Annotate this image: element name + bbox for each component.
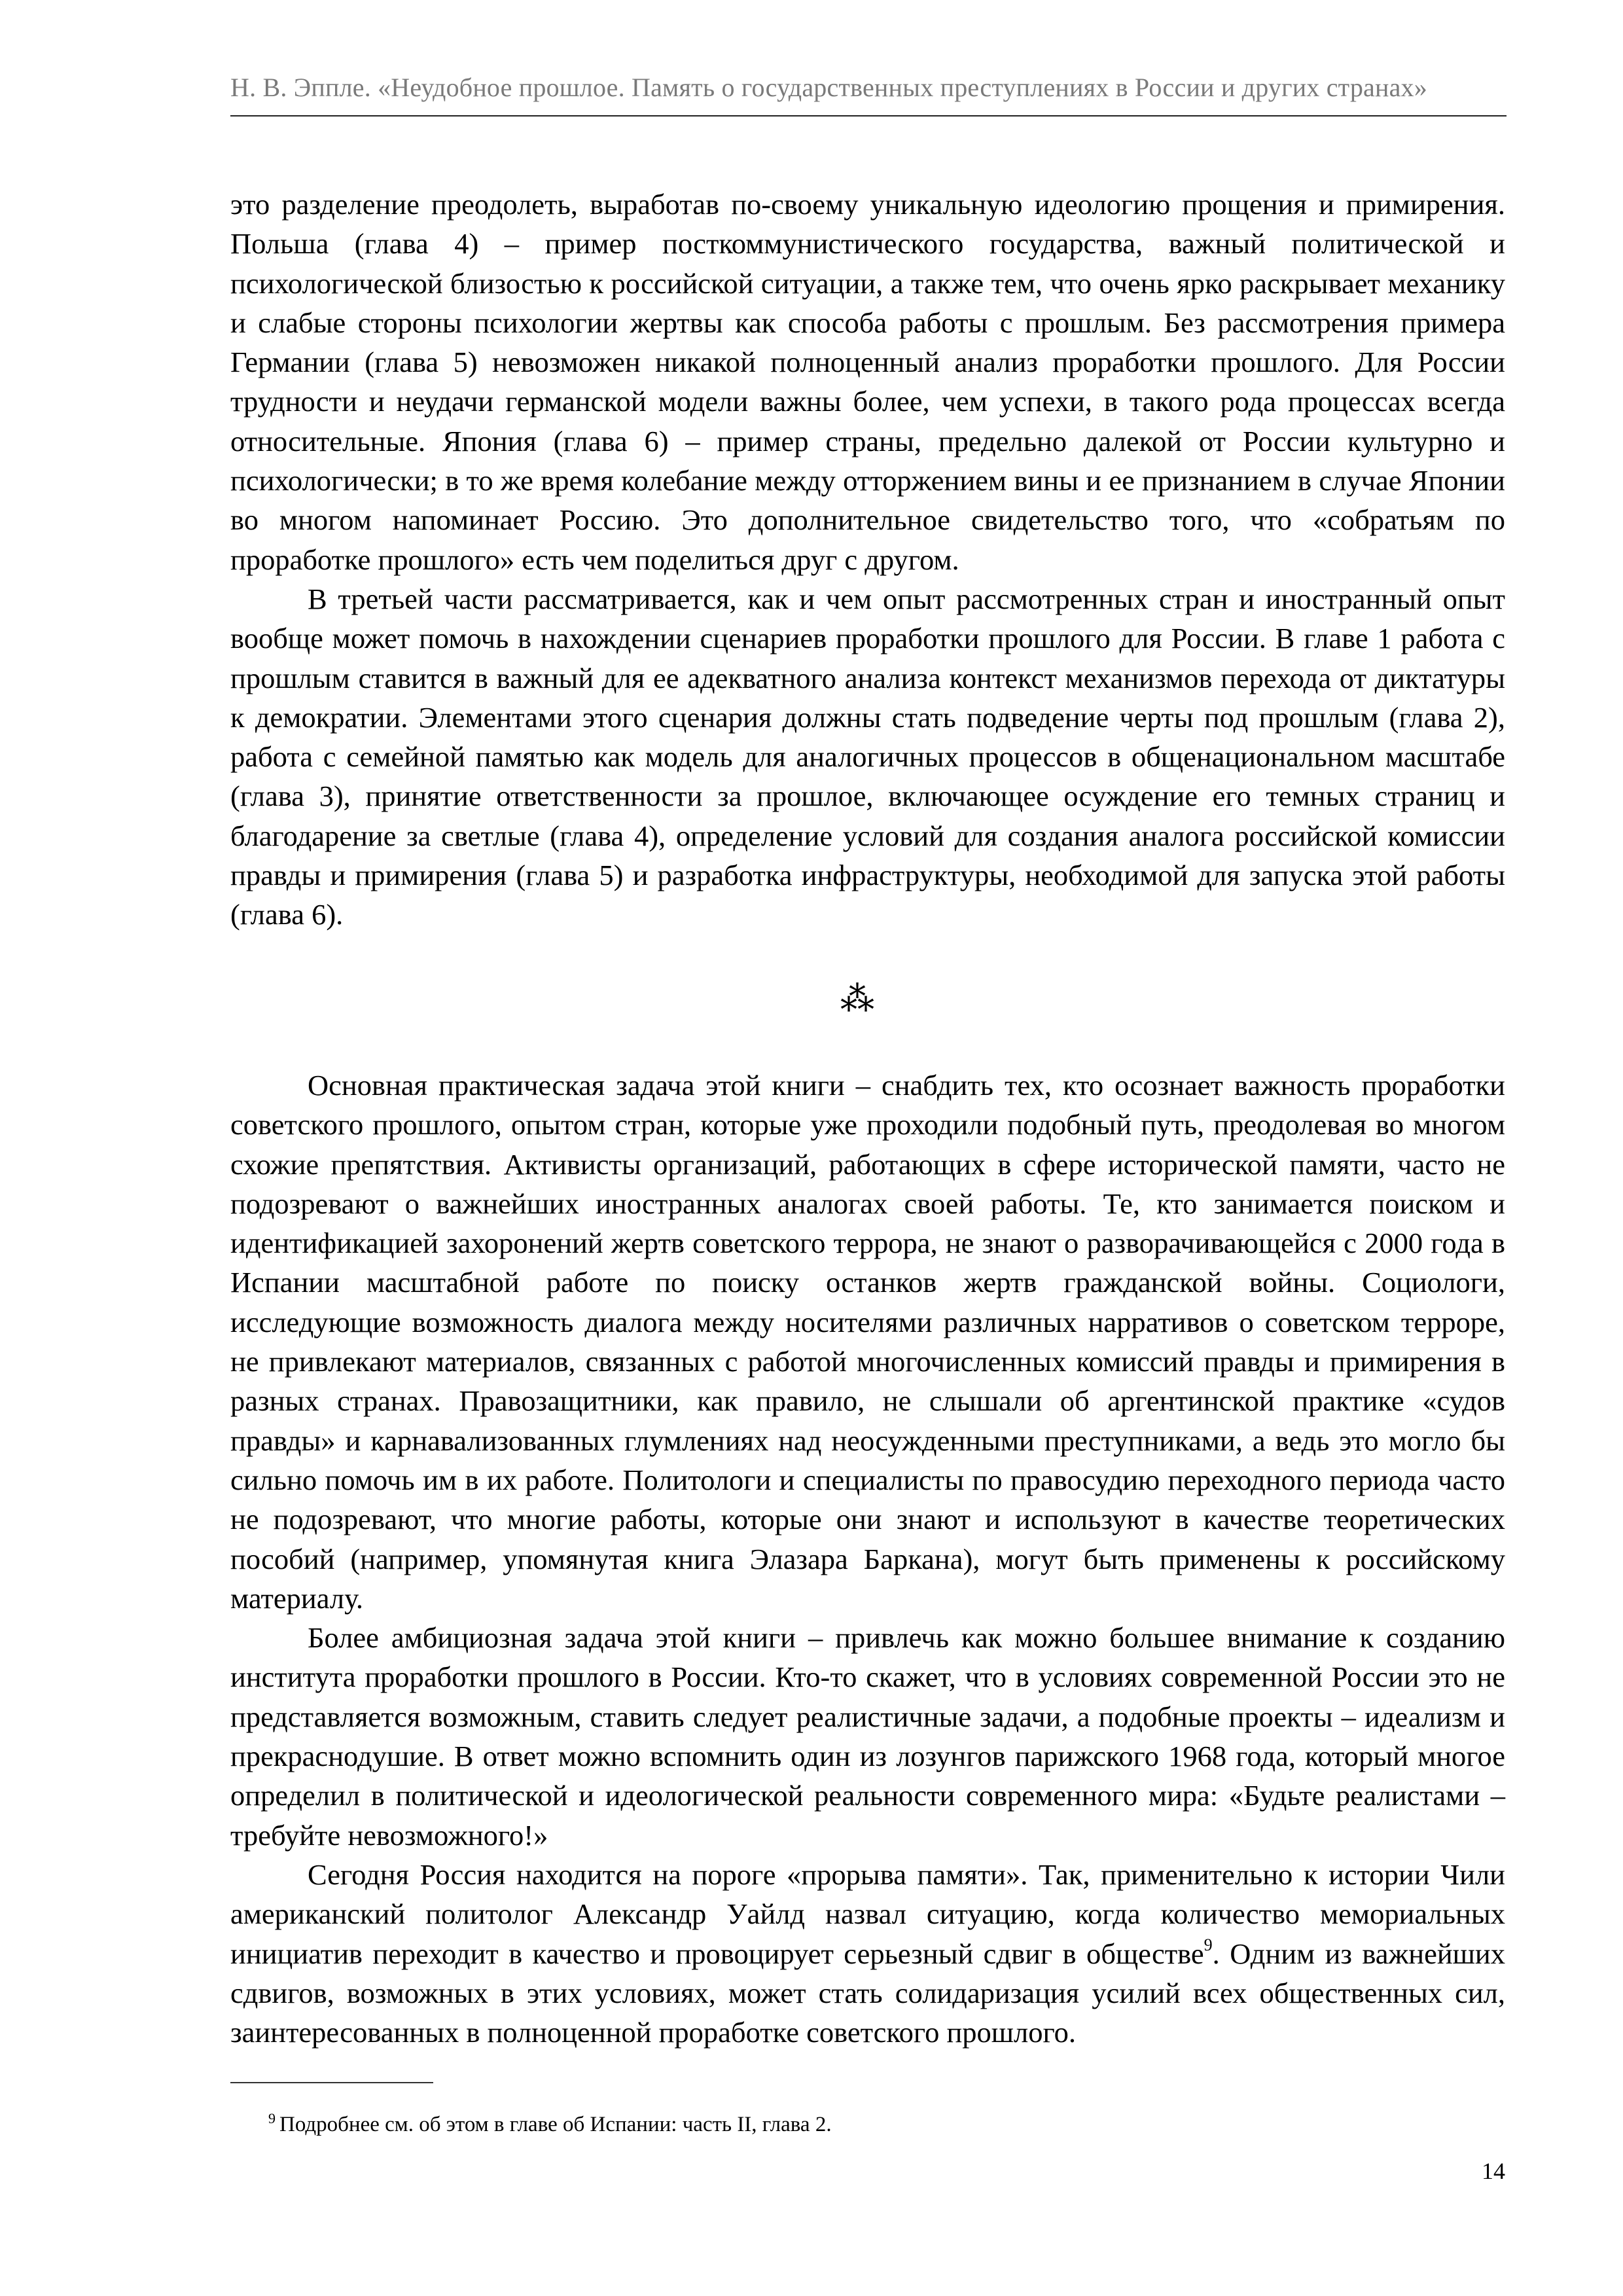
paragraph: Основная практическая задача этой книги – снабдить тех, кто осознает важность проработки советского прошлого, опытом стран, которые уже проходили подобный путь, преодолевая во многом схожие препятствия. Активисты организаций, работающих в сфере исторической памяти, часто не подозревают о важнейших иностранных аналогах своей работы. Те, кто занимается поиском и идентификацией захоронений жертв советского террора, не знают о разворачивающейся с 2000 года в Испании масштабной работе по поиску останков жертв гражданской войны. Социологи, исследующие возможность диалога между носителями различных нарративов о советском терроре, не привлекают материалов, связанных с работой многочисленных комиссий правды и примирения в разных странах. Правозащитники, как правило, не слышали об аргентинской практике «судов правды» и карнавализованных глумлениях над неосужденными преступниками, а ведь это могло бы сильно помочь им в их работе. Политологи и специалисты по правосудию переходного периода часто не подозревают, что многие работы, которые они знают и используют в качестве теоретических пособий (например, упомянутая книга Элазара Баркана), могут быть применены к российскому материалу. xyxy=(230,1069,1505,1615)
footnote-reference[interactable]: 9 xyxy=(1204,1935,1213,1954)
paragraph: Более амбициозная задача этой книги – привлечь как можно большее внимание к созданию института проработки прошлого в России. Кто-то скажет, что в условиях современной России это не представляется возможным, ставить следует реалистичные задачи, а подобные проекты – идеализм и прекраснодушие. В ответ можно вспомнить один из лозунгов парижского 1968 года, который многое определил в политической и идеологической реальности современного мира: «Будьте реалистами – требуйте невозможного!» xyxy=(230,1621,1505,1852)
paragraph: это разделение преодолеть, выработав по-своему уникальную идеологию прощения и примирения. Польша (глава 4) – пример посткоммунистического государства, важный политической и психологической близостью к российской ситуации, а также тем, что очень ярко раскрывает механику и слабые стороны психологии жертвы как способа работы с прошлым. Без рассмотрения примера Германии (глава 5) невозможен никакой полноценный анализ проработки прошлого. Для России трудности и неудачи германской модели важны более, чем успехи, в такого рода процессах всегда относительные. Япония (глава 6) – пример страны, предельно далекой от России культурно и психологически; в то же время колебание между отторжением вины и ее признанием в случае Японии во многом напоминает Россию. Это дополнительное свидетельство того, что «собратьям по проработке прошлого» есть чем поделиться друг с другом. xyxy=(230,188,1505,576)
section-2-text xyxy=(230,1066,1505,2052)
footnote-text: Подробнее см. об этом в главе об Испании: часть II, глава 2. xyxy=(279,2113,832,2136)
running-header: Н. В. Эппле. «Неудобное прошлое. Память о государственных преступлениях в России и других странах» xyxy=(230,73,1427,102)
section-1-text xyxy=(230,185,1505,935)
footnote-divider xyxy=(230,2082,433,2083)
paragraph: В третьей части рассматривается, как и чем опыт рассмотренных стран и иностранный опыт вообще может помочь в нахождении сценариев проработки прошлого для России. В главе 1 работа с прошлым ставится в важный для ее адекватного анализа контекст механизмов перехода от диктатуры к демократии. Элементами этого сценария должны стать подведение черты под прошлым (глава 2), работа с семейной памятью как модель для аналогичных процессов в общенациональном масштабе (глава 3), принятие ответственности за прошлое, включающее осуждение его темных страниц и благодарение за светлые (глава 4), определение условий для создания аналога российской комиссии правды и примирения (глава 5) и разработка инфраструктуры, необходимой для запуска этой работы (глава 6). xyxy=(230,582,1505,931)
paragraph-text: Сегодня Россия находится на пороге «прорыва памяти». Так, применительно к истории Чили американский политолог Александр Уайлд назвал ситуацию, когда количество мемориальных инициатив переходит в качество и провоцирует серьезный сдвиг в обществе xyxy=(230,1857,1505,1970)
asterism-separator-icon: ⁂ xyxy=(840,981,874,1018)
paragraph xyxy=(230,1855,1505,2052)
footnote xyxy=(268,2111,832,2138)
header-divider xyxy=(230,115,1507,117)
footnote-number: 9 xyxy=(268,2110,276,2126)
paragraph-text: . Одним из важнейших сдвигов, возможных в этих условиях, может стать солидаризация усилий всех общественных сил, заинтересованных в полноценной проработке советского прошлого. xyxy=(230,1937,1505,2049)
page-number: 14 xyxy=(1482,2158,1505,2184)
